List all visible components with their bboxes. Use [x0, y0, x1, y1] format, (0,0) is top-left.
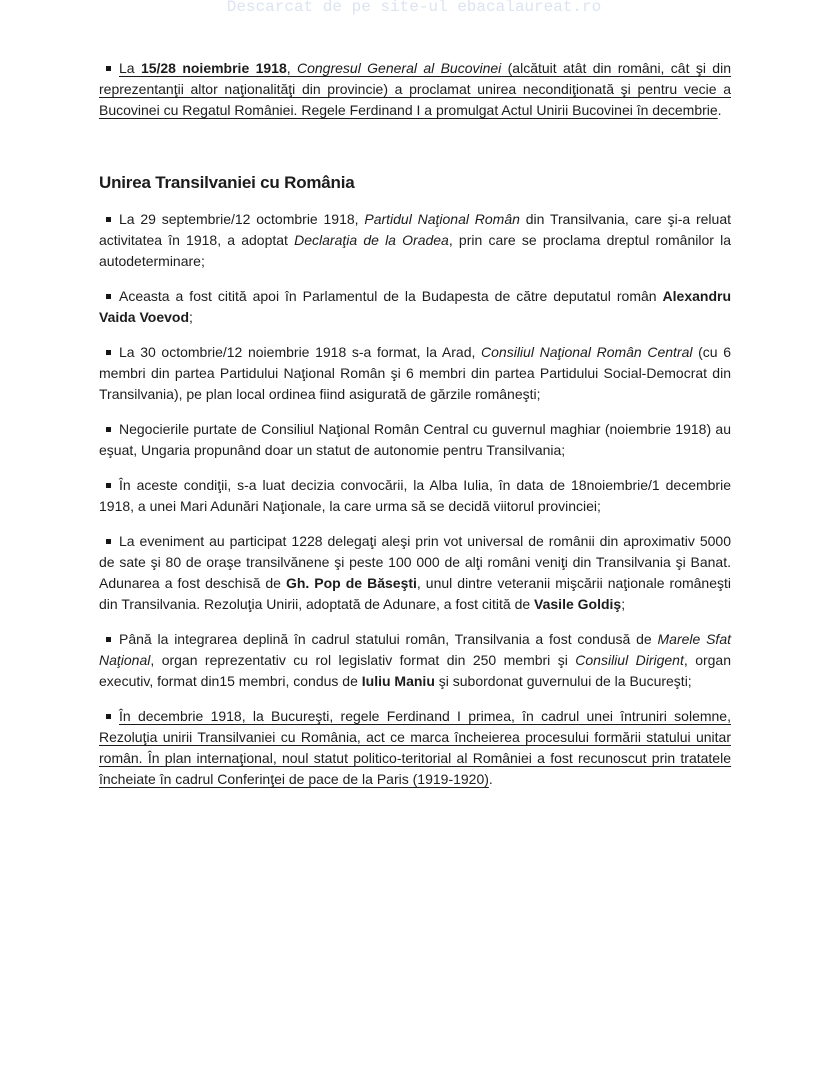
text-run: În aceste condiţii, s-a luat decizia convocării, la Alba Iulia, în data de 18noiembrie/1 decembrie 1918, a unei Mari Adunări Naţionale, la care urma să se decidă viitorul provinciei; [99, 477, 731, 514]
text-run: Negocierile purtate de Consiliul Naţional Român Central cu guvernul maghiar (noiembrie 1918) au eşuat, Ungaria propunând doar un statut de autonomie pentru Transilvania; [99, 421, 731, 458]
text-run: Consiliul Dirigent [575, 652, 684, 668]
text-run: Partidul Naţional Român [364, 211, 520, 227]
text-run: La 29 septembrie/12 octombrie 1918, [119, 211, 365, 227]
bullet-square-icon [106, 427, 111, 432]
text-run: Marele Sfat Naţional [99, 631, 731, 668]
bullet-square-icon [106, 294, 111, 299]
text-run: . [488, 771, 493, 787]
bullet-square-icon [106, 539, 111, 544]
text-run: ; [189, 309, 193, 325]
text-run: , organ reprezentativ cu rol legislativ format din 250 membri şi [150, 652, 576, 668]
text-run: Gh. Pop de Băseşti [285, 575, 417, 591]
text-run: ; [621, 596, 626, 612]
bullet-square-icon [106, 483, 111, 488]
section-heading-transilvania: Unirea Transilvaniei cu România [99, 173, 355, 192]
text-run: Alexandru Vaida Voevod [99, 288, 731, 325]
text-run: La 30 octombrie/12 noiembrie 1918 s-a format, la Arad, [119, 344, 482, 360]
para-decembrie-1918 [99, 706, 731, 790]
bullet-square-icon [106, 350, 111, 355]
text-run: Iuliu Maniu [361, 673, 435, 689]
para-consiliul-national [99, 342, 731, 405]
text-run: Declaraţia de la Oradea [294, 232, 449, 248]
text-run: , organ executiv, format din15 membri, condus de [99, 652, 732, 689]
text-run: Vasile Goldiş [534, 596, 622, 612]
para-negocieri [99, 419, 731, 461]
text-run: La [119, 60, 141, 76]
para-partidul-national [99, 209, 731, 272]
text-run: La eveniment au participat 1228 delegaţi aleşi prin vot universal de românii din aproximativ 5000 de sate şi 80 de oraşe transilvănene şi peste 100 000 de alţi români veniţi din Transilvania şi Banat. Adunarea a fost deschisă de [99, 533, 731, 591]
text-run: Până la integrarea deplină în cadrul statului român, Transilvania a fost condusă de [119, 631, 658, 647]
text-run: (cu 6 membri din partea Partidului Naţional Român şi 6 membri din partea Partidului Social-Democrat din Transilvania), pe plan local ordinea fiind asigurată de gărzile româneşti; [99, 344, 731, 402]
text-run: În decembrie 1918, la Bucureşti, regele Ferdinand I primea, în cadrul unei întruniri solemne, Rezoluţia unirii Transilvaniei cu România, act ce marca încheierea procesului formării statului unitar român. În plan internaţional, noul statut politico-teritorial al României a fost recunoscut prin tratatele încheiate în cadrul Conferinţei de pace de la Paris (1919-1920) [99, 708, 731, 787]
document-body [99, 58, 731, 804]
para-alba-iulia [99, 475, 731, 517]
text-run: din Transilvania, care şi-a reluat activitatea în 1918, a adoptat [99, 211, 731, 248]
text-run: , unul dintre veteranii mişcării naţionale româneşti din Transilvania. Rezoluţia Unirii, adoptată de Adunare, a fost citită de [99, 575, 732, 612]
bullet-square-icon [106, 714, 111, 719]
text-run: Consiliul Naţional Român Central [481, 344, 693, 360]
para-bucovina-union [99, 58, 731, 121]
bullet-square-icon [106, 217, 111, 222]
watermark-text: Descarcat de pe site-ul ebacalaureat.ro [226, 0, 602, 16]
para-marele-sfat [99, 629, 731, 692]
text-run: , prin care se proclama dreptul românilor la autodeterminare; [99, 232, 731, 269]
text-run: (alcătuit atât din români, cât şi din reprezentanţii altor naţionalităţi din provincie) a proclamat unirea necondiţionată şi pentru vecie a Bucovinei cu Regatul României. Regele Ferdinand I a promulgat Actul Unirii Bucovinei în decembrie [99, 60, 731, 118]
bullet-square-icon [106, 637, 111, 642]
text-run: . [717, 102, 722, 118]
text-run: Congresul General al Bucovinei [296, 60, 502, 76]
text-run: , [286, 60, 297, 76]
text-run: 15/28 noiembrie 1918 [140, 60, 287, 76]
text-run: şi subordonat guvernului de la Bucureşti; [434, 673, 692, 689]
text-run: Aceasta a fost citită apoi în Parlamentul de la Budapesta de către deputatul român [119, 288, 663, 304]
bullet-square-icon [106, 66, 111, 71]
para-eveniment [99, 531, 731, 615]
para-budapesta [99, 286, 731, 328]
